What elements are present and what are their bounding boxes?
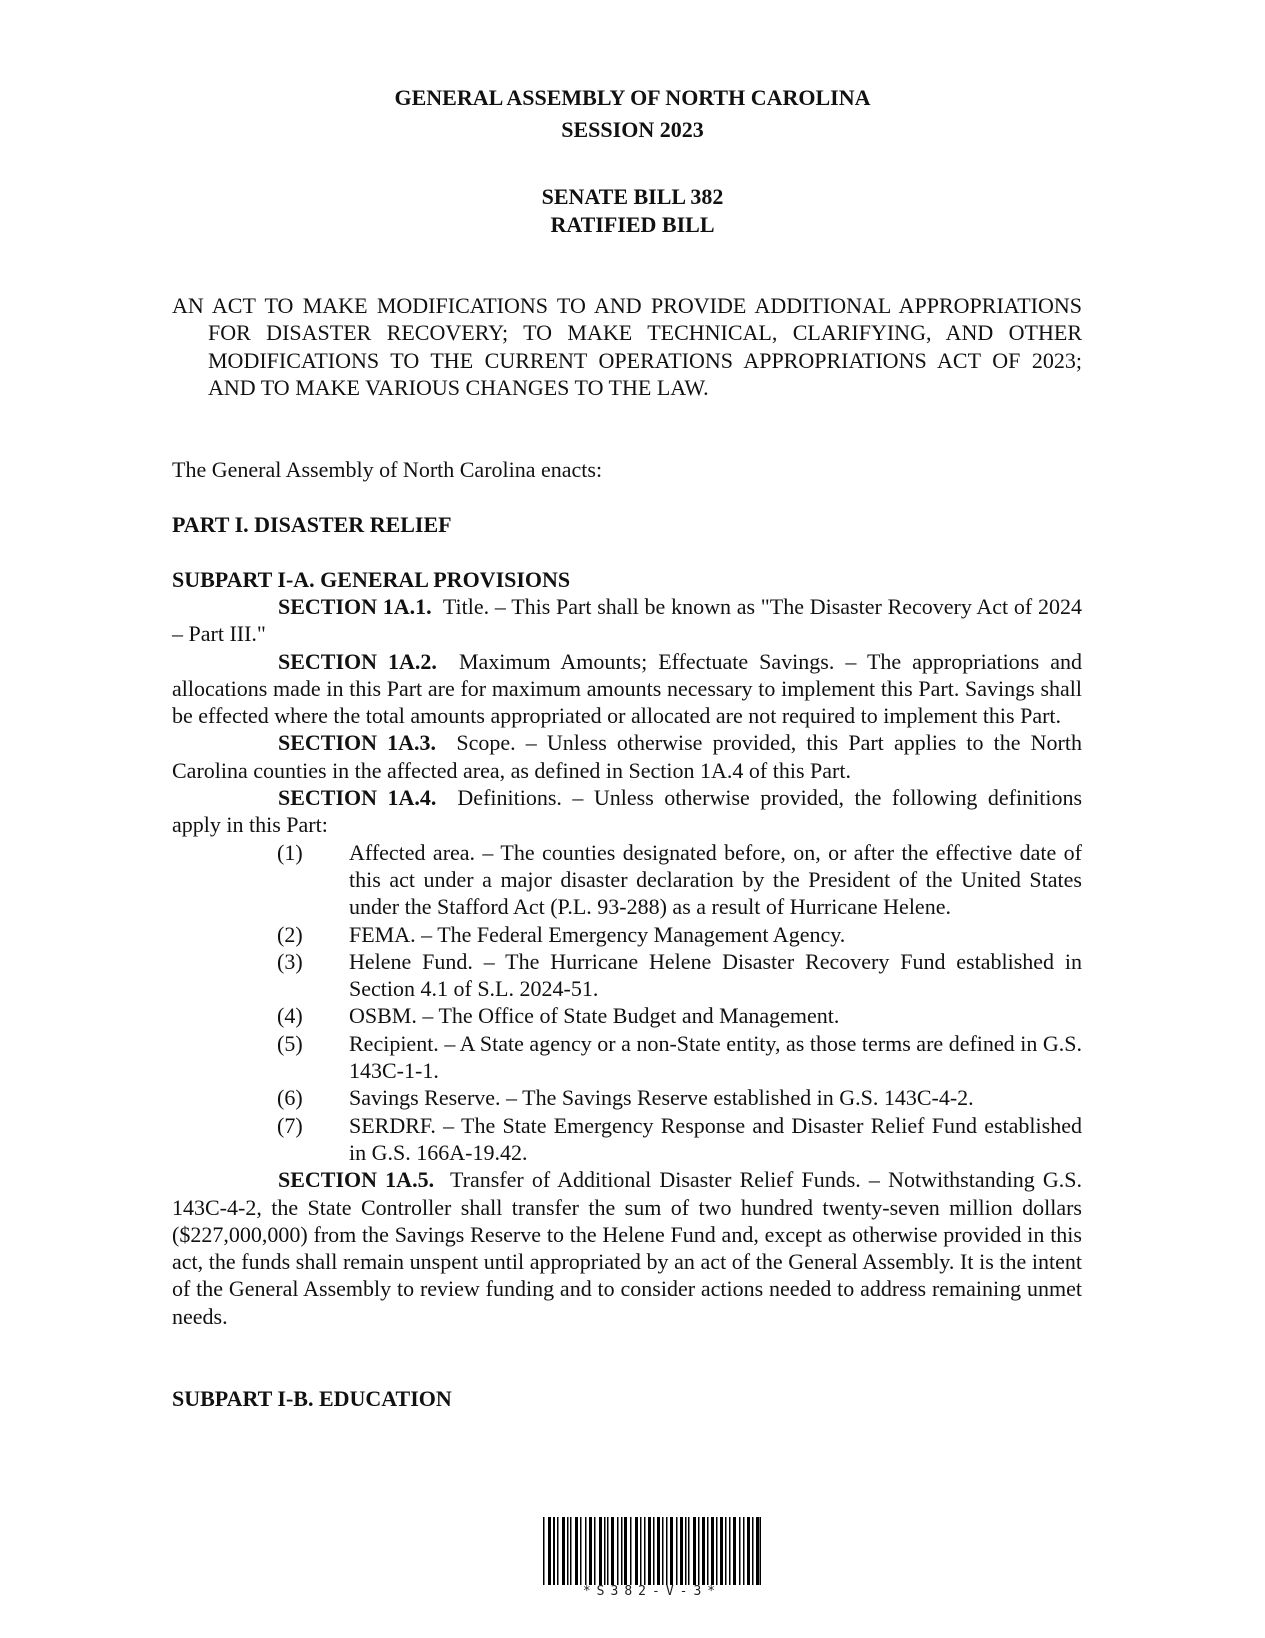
definition-item — [172, 1084, 1082, 1111]
section-text: Maximum Amounts; Effectuate Savings. – The appropriations and allocations made in this Part are for maximum amounts necessary to implement this Part. Savings shall be effected where the total amounts appropriated or allocated are not required to implement this Part. — [172, 648, 1083, 729]
definition-text: SERDRF. – The State Emergency Response and Disaster Relief Fund established in G.S. 166A-19.42. — [349, 1112, 1082, 1165]
definition-item — [172, 1002, 1082, 1029]
barcode-icon — [543, 1517, 761, 1585]
session-heading: SESSION 2023 — [561, 117, 704, 142]
section-1a4 — [172, 784, 1082, 839]
definition-item — [172, 948, 1082, 1003]
section-label: SECTION 1A.4. — [278, 785, 437, 811]
section-label: SECTION 1A.3. — [278, 730, 437, 756]
enacting-clause: The General Assembly of North Carolina enacts: — [172, 457, 603, 482]
section-text: Scope. – Unless otherwise provided, this Part applies to the North Carolina counties in the affected area, as defined in Section 1A.4 of this Part. — [172, 730, 1082, 783]
section-1a3 — [172, 729, 1082, 784]
definition-number: (6) — [277, 1085, 303, 1111]
assembly-heading: GENERAL ASSEMBLY OF NORTH CAROLINA — [394, 85, 871, 110]
bill-number: SENATE BILL 382 — [541, 184, 724, 209]
definition-text: Helene Fund. – The Hurricane Helene Disaster Recovery Fund established in Section 4.1 of S.L. 2024-51. — [349, 948, 1082, 1002]
section-label: SECTION 1A.1. — [278, 594, 432, 619]
definition-text: Savings Reserve. – The Savings Reserve established in G.S. 143C-4-2. — [349, 1085, 974, 1111]
section-1a1 — [172, 593, 1082, 648]
definition-item — [172, 1112, 1082, 1167]
definition-number: (4) — [277, 1003, 303, 1029]
definition-number: (5) — [277, 1030, 303, 1056]
act-title — [172, 292, 1082, 401]
definition-text: FEMA. – The Federal Emergency Management Agency. — [349, 921, 846, 947]
definition-item — [172, 839, 1082, 921]
definition-text: OSBM. – The Office of State Budget and Management. — [349, 1003, 840, 1029]
section-1a2 — [172, 648, 1082, 730]
definition-item — [172, 921, 1082, 948]
definition-number: (2) — [277, 921, 303, 947]
section-1a5 — [172, 1166, 1082, 1330]
definition-number: (1) — [277, 839, 303, 865]
definition-text: Recipient. – A State agency or a non-State entity, as those terms are defined in G.S. 143C-1-1. — [349, 1030, 1082, 1084]
sections-block — [172, 593, 1082, 1330]
definition-number: (7) — [277, 1112, 303, 1138]
barcode-label: *S382-V-3* — [582, 1584, 722, 1599]
section-text: Title. – This Part shall be known as "The Disaster Recovery Act of 2024 – Part III." — [172, 594, 1083, 647]
definition-item — [172, 1030, 1082, 1085]
section-label: SECTION 1A.5. — [278, 1167, 435, 1193]
subpart-a-heading: SUBPART I-A. GENERAL PROVISIONS — [172, 567, 571, 592]
subpart-b-heading: SUBPART I-B. EDUCATION — [172, 1386, 452, 1411]
part-heading: PART I. DISASTER RELIEF — [172, 512, 452, 537]
definition-text: Affected area. – The counties designated before, on, or after the effective date of this act under a major disaster declaration by the President of the United States under the Stafford Act (P.L. 93-288) as a result of Hurricane Helene. — [349, 839, 1082, 920]
section-text: Definitions. – Unless otherwise provided, the following definitions apply in this Part: — [172, 785, 1083, 838]
definitions-list — [172, 839, 1082, 1167]
section-text: Transfer of Additional Disaster Relief Funds. – Notwithstanding G.S. 143C-4-2, the State Controller shall transfer the sum of two hundred twenty-seven million dollars ($227,000,000) from the Savings Reserve to the Helene Fund and, except as otherwise provided in this act, the funds shall remain unspent until appropriated by an act of the General Assembly. It is the intent of the General Assembly to review funding and to consider actions needed to address remaining unmet needs. — [172, 1167, 1082, 1329]
bill-status: RATIFIED BILL — [550, 212, 715, 237]
definition-number: (3) — [277, 948, 303, 974]
section-label: SECTION 1A.2. — [278, 648, 437, 674]
act-title-text: AN ACT TO MAKE MODIFICATIONS TO AND PROVIDE ADDITIONAL APPROPRIATIONS FOR DISASTER RECOVERY; TO MAKE TECHNICAL, CLARIFYING, AND OTHER MODIFICATIONS TO THE CURRENT OPERATIONS APPROPRIATIONS ACT OF 2023; AND TO MAKE VARIOUS CHANGES TO THE LAW. — [172, 293, 1082, 400]
